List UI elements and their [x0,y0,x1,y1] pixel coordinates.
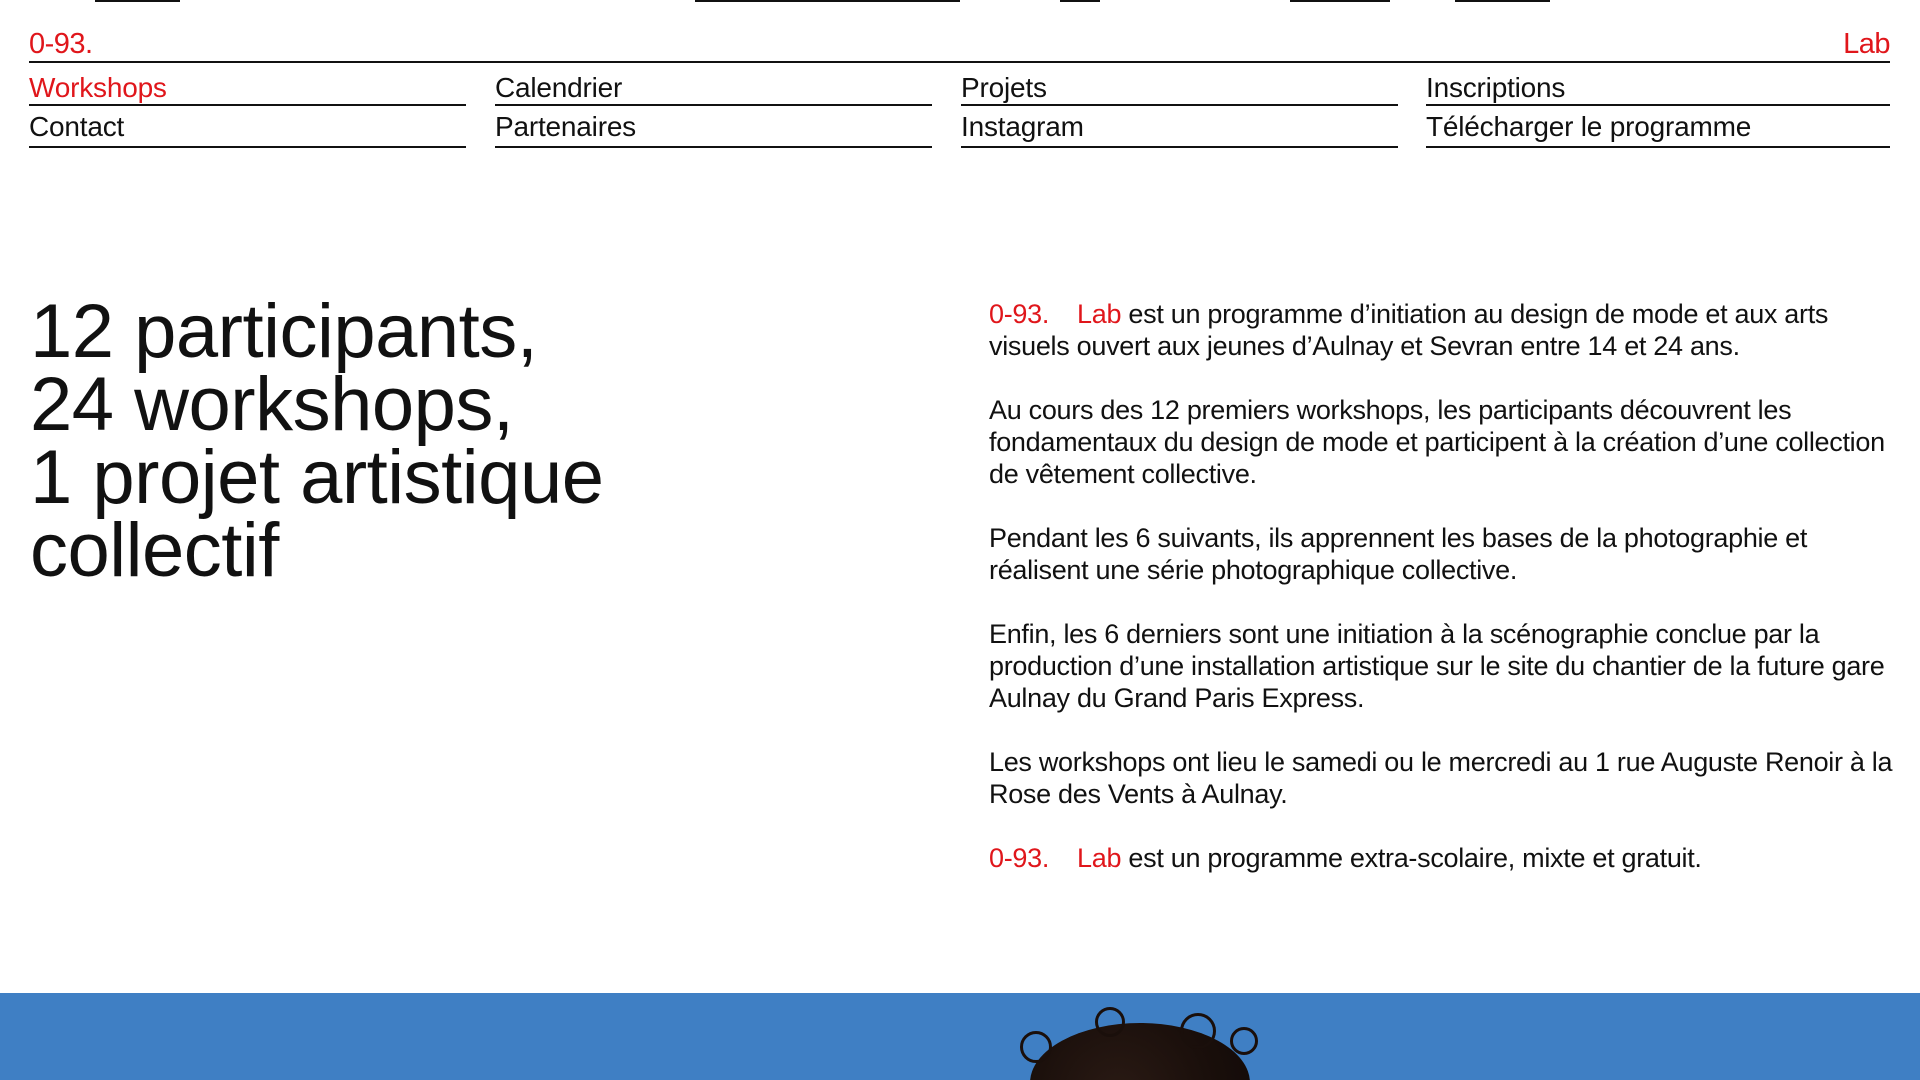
description-paragraph [989,298,1894,362]
brand-logo-left[interactable]: 0-93. [29,28,93,60]
headline-line: 24 workshops, [30,362,514,447]
hero-headline [30,289,910,593]
description-text: est un programme extra-scolaire, mixte et gratuit. [1128,843,1702,873]
inline-brand-prefix: 0-93. [989,299,1050,329]
headline-line: collectif [30,508,279,593]
photo-subject-hair [1030,1023,1250,1080]
nav-item-inscriptions[interactable]: Inscriptions [1426,66,1890,106]
nav-column-2 [495,66,932,148]
inline-brand-suffix: Lab [1077,299,1122,329]
nav-item-projets[interactable]: Projets [961,66,1398,106]
nav-column-4 [1426,66,1890,148]
description-text: est un programme d’initiation au design de mode et aux arts visuels ouvert aux jeunes d’Aulnay et Sevran entre 14 et 24 ans. [989,299,1829,361]
nav-column-3 [961,66,1398,148]
nav-item-workshops[interactable]: Workshops [29,66,466,106]
brand-logo-right[interactable]: Lab [1843,28,1890,60]
top-cropped-graphic [0,0,1920,3]
brand-bar [29,26,1890,63]
description-paragraph: Au cours des 12 premiers workshops, les participants découvrent les fondamentaux du design de mode et participent à la création d’une collection de vêtement collective. [989,395,1885,489]
nav-item-partenaires[interactable]: Partenaires [495,106,932,148]
hero-photo [0,993,1920,1080]
description-paragraph: Les workshops ont lieu le samedi ou le mercredi au 1 rue Auguste Renoir à la Rose des Vents à Aulnay. [989,747,1893,809]
headline-line: 1 projet artistique [30,435,604,520]
nav-item-instagram[interactable]: Instagram [961,106,1398,148]
program-description [989,298,1894,906]
description-paragraph: Enfin, les 6 derniers sont une initiation à la scénographie conclue par la production d’une installation artistique sur le site du chantier de la future gare Aulnay du Grand Paris Express. [989,619,1885,713]
nav-item-calendrier[interactable]: Calendrier [495,66,932,106]
nav-item-telecharger-programme[interactable]: Télécharger le programme [1426,106,1890,148]
description-paragraph [989,842,1894,874]
description-paragraph: Pendant les 6 suivants, ils apprennent les bases de la photographie et réalisent une série photographique collective. [989,523,1808,585]
inline-brand-prefix: 0-93. [989,843,1050,873]
headline-line: 12 participants, [30,289,538,374]
inline-brand-suffix: Lab [1077,843,1122,873]
nav-column-1 [29,66,466,148]
nav-item-contact[interactable]: Contact [29,106,466,148]
